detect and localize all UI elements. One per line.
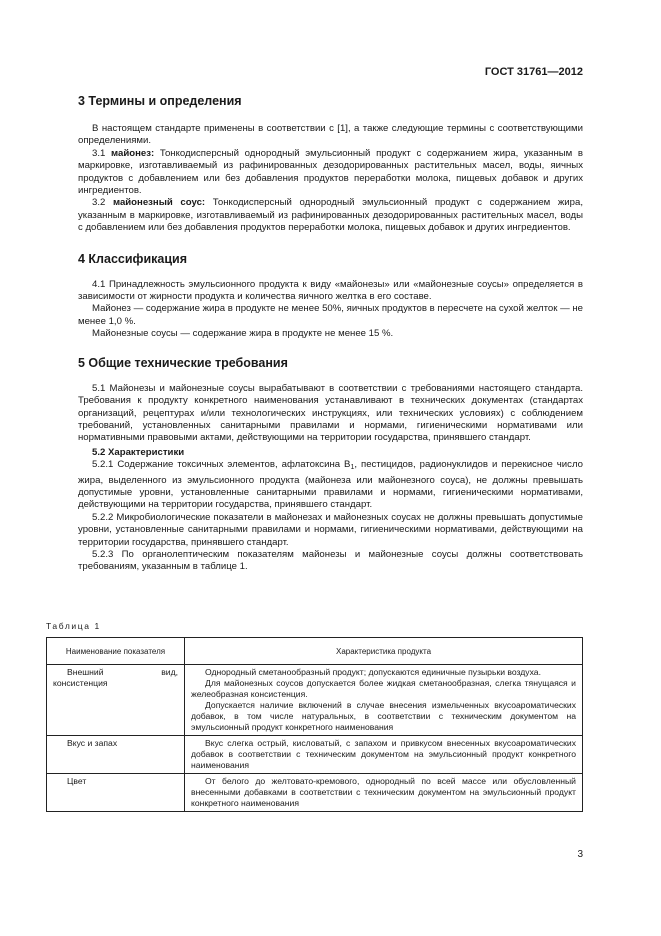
p521-subscript: 1: [350, 464, 355, 472]
table-row: [47, 665, 583, 736]
cell-line: Вкус слегка острый, кисловатый, с запахом и привкусом внесенных вкусоароматических добавок в соответствии с техническим документом на эмульсионный продукт конкретного наименования: [191, 738, 576, 770]
cell-line: Однородный сметанообразный продукт; допускаются единичные пузырьки воздуха.: [205, 667, 541, 677]
term-mayonnaise-num: 3.1: [92, 147, 106, 159]
table-cell-name: [47, 736, 185, 774]
cell-line: Для майонезных соусов допускается более жидкая сметанообразная, слегка тянущаяся и желеобразная консистенция.: [191, 678, 576, 699]
section-3-intro-text: В настоящем стандарте применены в соответствии с [1], а также следующие термины с соответствующими определениями.: [78, 123, 583, 147]
cell-line: Допускается наличие включений в случае внесения измельченных вкусоароматических добавок, в том числе натуральных, в соответствии с техническим документом на эмульсионный продукт конкретного наименования: [191, 700, 576, 732]
table-cell-name: [47, 774, 185, 812]
section-4-p2: Майонез — содержание жира в продукте не менее 50%, яичных продуктов в пересчете на сухой желток — не менее 1,0 %.: [78, 303, 583, 327]
term-sauce-num: 3.2: [92, 197, 106, 209]
cell-line: От белого до желтовато-кремового, однородный по всей массе или обусловленный внесенными добавками в соответствии с техническим документом на эмульсионный продукт конкретного наименования: [191, 776, 576, 808]
cell-text: Вкус и запах: [67, 738, 118, 748]
table-cell-value: [185, 665, 583, 736]
table-caption: Таблица 1: [46, 621, 101, 631]
table-1: [46, 637, 583, 812]
term-mayonnaise-text: Тонкодисперсный однородный эмульсионный продукт с содержанием жира, указанным в маркировке, изготавливаемый из рафинированных дезодорированных растительных масел, воды, яичных продуктов с добавлением или без добавления продуктов переработки молока, пищевых добавок и других ингредиентов.: [78, 147, 584, 197]
standard-code: ГОСТ 31761—2012: [484, 66, 583, 78]
section-5-p1: 5.1 Майонезы и майонезные соусы вырабатывают в соответствии с требованиями настоящего стандарта. Требования к продукту конкретного наименования устанавливают в технических документах (стандартах организаций, рецептурах и/или технологических инструкциях, или технических условиях) с соблюдением требований, установленных санитарными правилами и нормами, гигиеническими нормативами или нормативными правовыми актами, действующими на территории государства, принявшего стандарт.: [78, 382, 583, 444]
table-row: [47, 736, 583, 774]
p521-start: 5.2.1 Содержание токсичных элементов, афлатоксина B: [92, 459, 351, 471]
table-header-row: [47, 638, 583, 665]
section-4-p3: Майонезные соусы — содержание жира в продукте не менее 15 %.: [92, 328, 394, 340]
cell-text: Внешний вид, консистенция: [53, 667, 178, 688]
section-5-2-1: [78, 459, 583, 512]
section-5-2-3: 5.2.3 По органолептическим показателям майонезы и майонезные соусы должны соответствовать требованиям, указанным в таблице 1.: [78, 548, 583, 573]
table-row: [47, 774, 583, 812]
table-cell-value: [185, 774, 583, 812]
table-cell-name: [47, 665, 185, 736]
section-3-intro: [78, 123, 583, 148]
table-header-col1: Наименование показателя: [47, 638, 185, 665]
cell-text: Цвет: [67, 776, 87, 786]
section-5-2-title-text: 5.2 Характеристики: [92, 446, 185, 458]
section-3-title: 3 Термины и определения: [78, 94, 242, 108]
term-sauce-text: Тонкодисперсный однородный эмульсионный продукт с содержанием жира, указанным в маркировке, изготавливаемый из рафинированных дезодорированных растительных масел, воды с добавлением или без добавления продуктов переработки молока, пищевых добавок и других ингредиентов.: [78, 197, 583, 234]
term-sauce-term: майонезный соус:: [112, 197, 206, 209]
table-header-col2: Характеристика продукта: [185, 638, 583, 665]
section-5-title: 5 Общие технические требования: [78, 355, 288, 370]
section-4-title: 4 Классификация: [78, 251, 188, 266]
table-cell-value: [185, 736, 583, 774]
term-mayonnaise-sauce: [78, 197, 583, 234]
p521-end: , пестицидов, радионуклидов и перекисное число жира, выделенного из эмульсионного продукта (майонеза или майонезного соуса), не должны превышать допустимые уровни, установленные санитарными правилами и нормами, гигиеническими нормативами, действующими на территории государства, принявшего стандарт.: [78, 459, 583, 511]
section-5-2-title: [78, 447, 583, 459]
page-number: 3: [577, 849, 583, 860]
term-mayonnaise-term: майонез:: [111, 147, 155, 159]
main-content: [78, 93, 583, 574]
section-5-2-2: 5.2.2 Микробиологические показатели в майонезах и майонезных соусах не должны превышать допустимые уровни, установленные санитарными правилами и нормами, гигиеническими нормативами, действующими на территории государства, принявшего стандарт.: [78, 511, 583, 548]
term-mayonnaise: [78, 148, 583, 198]
section-4-p1: 4.1 Принадлежность эмульсионного продукта к виду «майонезы» или «майонезные соусы» определяется в зависимости от жирности продукта и количества яичного желтка в его составе.: [78, 278, 583, 303]
